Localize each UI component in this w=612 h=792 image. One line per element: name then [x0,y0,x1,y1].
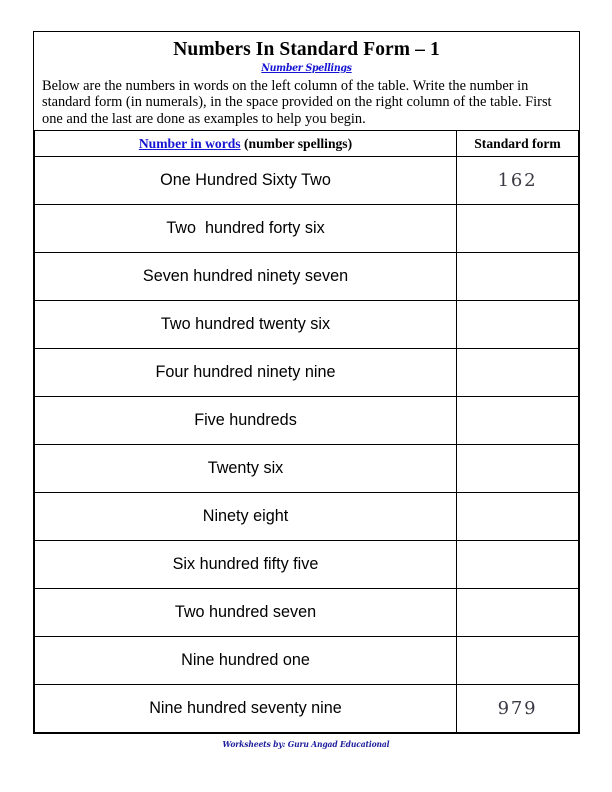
table-row [35,541,579,589]
cell-number-in-words: Six hundred fifty five [35,541,457,589]
cell-standard-form-answer[interactable] [457,349,579,397]
cell-number-in-words: Ninety eight [35,493,457,541]
worksheet-footer: Worksheets by: Guru Angad Educational [222,739,390,749]
cell-number-in-words: Seven hundred ninety seven [35,253,457,301]
numbers-table [34,131,579,734]
column-header-link-label: Number in words [138,135,241,151]
table-row [35,301,579,349]
page-title: Numbers In Standard Form – 1 [173,39,440,60]
cell-number-in-words: Two hundred forty six [35,205,457,253]
worksheet-header-block [34,32,579,131]
cell-standard-form-answer[interactable]: 162 [457,157,579,205]
cell-number-in-words: Two hundred seven [35,589,457,637]
column-header-standard-form [457,131,579,157]
cell-standard-form-answer[interactable] [457,445,579,493]
table-header-row [35,131,579,157]
column-header-paren-label: (number spellings) [240,135,353,151]
table-row [35,685,579,733]
table-row [35,397,579,445]
table-row [35,205,579,253]
cell-standard-form-answer[interactable] [457,397,579,445]
column-header-number-in-words [35,131,457,157]
column-header-standard-form-label: Standard form [474,135,561,151]
table-row [35,493,579,541]
cell-standard-form-answer[interactable] [457,541,579,589]
worksheet-frame [33,31,580,734]
cell-standard-form-answer[interactable] [457,205,579,253]
cell-standard-form-answer[interactable] [457,253,579,301]
table-row [35,589,579,637]
cell-number-in-words: Four hundred ninety nine [35,349,457,397]
cell-number-in-words: One Hundred Sixty Two [35,157,457,205]
cell-standard-form-answer[interactable] [457,301,579,349]
cell-standard-form-answer[interactable] [457,589,579,637]
instructions-text: Below are the numbers in words on the left column of the table. Write the number in standard form (in numerals), in the space provided on the right column of the table. First one and the last are done as examples to help you begin. [42,78,552,127]
table-row [35,157,579,205]
cell-number-in-words: Nine hundred seventy nine [35,685,457,733]
cell-standard-form-answer[interactable]: 979 [457,685,579,733]
table-row [35,445,579,493]
table-row [35,637,579,685]
cell-standard-form-answer[interactable] [457,637,579,685]
cell-standard-form-answer[interactable] [457,493,579,541]
cell-number-in-words: Five hundreds [35,397,457,445]
cell-number-in-words: Nine hundred one [35,637,457,685]
table-body [35,157,579,733]
cell-number-in-words: Twenty six [35,445,457,493]
cell-number-in-words: Two hundred twenty six [35,301,457,349]
table-row [35,349,579,397]
worksheet-subtitle: Number Spellings [261,63,352,74]
table-row [35,253,579,301]
